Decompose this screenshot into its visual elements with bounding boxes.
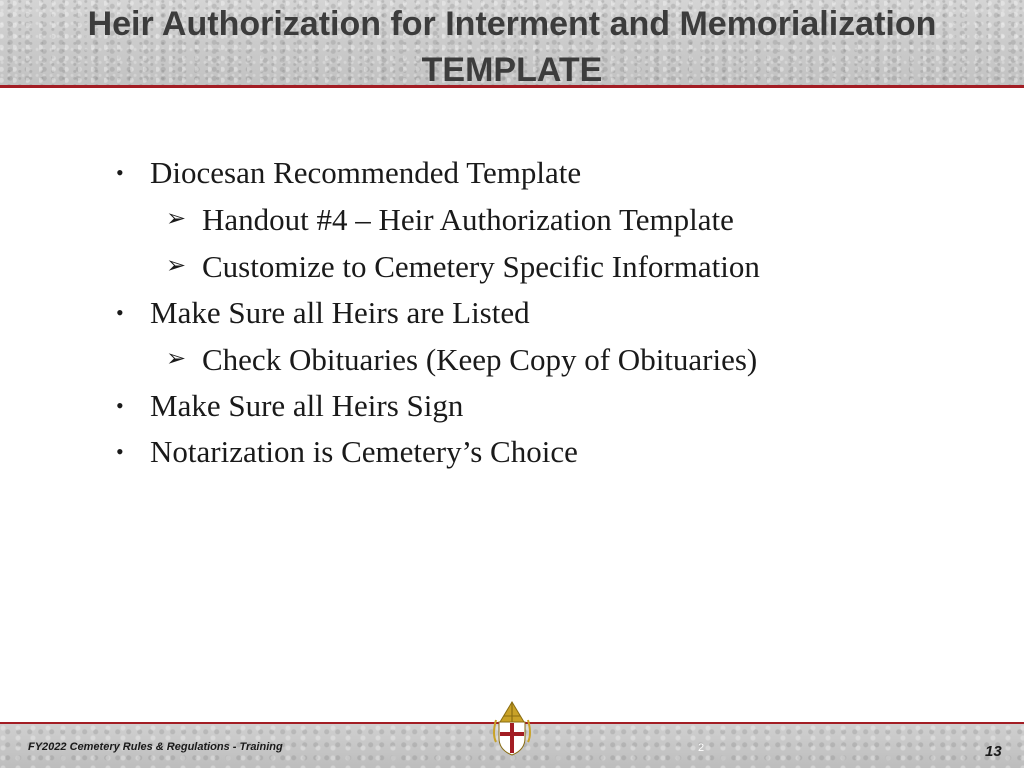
sub-bullet-item bbox=[110, 243, 990, 290]
bullet-item bbox=[110, 150, 990, 196]
slide-title bbox=[0, 0, 1024, 94]
sub-bullet-label: Handout #4 – Heir Authorization Template bbox=[202, 202, 734, 237]
sub-bullet-item bbox=[110, 196, 990, 243]
sub-bullet-label: Customize to Cemetery Specific Information bbox=[202, 249, 760, 284]
arrow-bullet-icon: ➢ bbox=[166, 253, 187, 279]
bullet-item bbox=[110, 429, 990, 475]
bullet-label: Notarization is Cemetery’s Choice bbox=[150, 434, 578, 469]
bullet-list bbox=[110, 150, 990, 475]
bullet-item bbox=[110, 290, 990, 336]
bullet-item bbox=[110, 383, 990, 429]
bullet-dot-icon: • bbox=[116, 439, 124, 464]
bullet-dot-icon: • bbox=[116, 160, 124, 185]
bullet-label: Diocesan Recommended Template bbox=[150, 155, 582, 190]
bullet-label: Make Sure all Heirs are Listed bbox=[150, 295, 530, 330]
page-number: 13 bbox=[985, 743, 1002, 760]
diocese-crest-icon bbox=[490, 698, 534, 756]
footer-course-label: FY2022 Cemetery Rules & Regulations - Training bbox=[28, 741, 283, 753]
footer-small-number: 2 bbox=[698, 742, 705, 754]
title-line-2: TEMPLATE bbox=[421, 51, 603, 89]
arrow-bullet-icon: ➢ bbox=[166, 206, 187, 232]
bullet-label: Make Sure all Heirs Sign bbox=[150, 388, 464, 423]
arrow-bullet-icon: ➢ bbox=[166, 346, 187, 372]
bullet-dot-icon: • bbox=[116, 300, 124, 325]
sub-bullet-label: Check Obituaries (Keep Copy of Obituaries) bbox=[202, 342, 758, 377]
sub-bullet-item bbox=[110, 336, 990, 383]
title-line-1: Heir Authorization for Interment and Memorialization bbox=[87, 5, 937, 43]
bullet-dot-icon: • bbox=[116, 393, 124, 418]
